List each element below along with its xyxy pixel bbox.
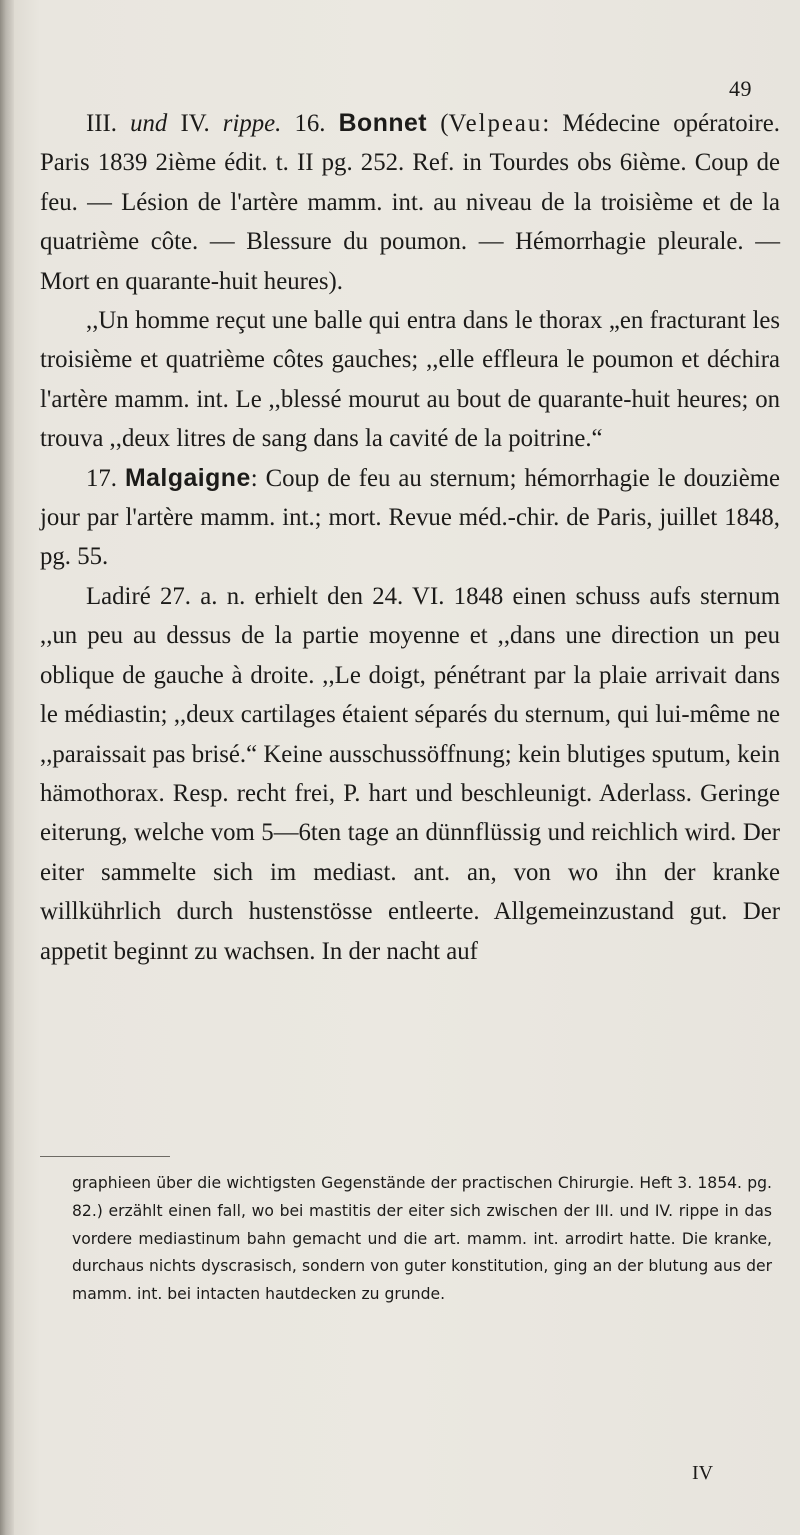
cited-author: Velpeau xyxy=(448,110,543,137)
paren-open: ( xyxy=(427,110,449,137)
paragraph-case-17 xyxy=(40,459,780,577)
rib-range: III. xyxy=(86,110,131,137)
rib-number: IV. xyxy=(167,110,223,137)
binding-gutter xyxy=(0,0,14,1535)
case-author-name: Malgaigne xyxy=(124,464,251,492)
signature-mark: IV xyxy=(692,1462,714,1484)
case-number: 17. xyxy=(86,464,125,492)
paragraph-quote: ,,Un homme reçut une balle qui entra dans le thorax „en fracturant les troisième et quatrième côtes gauches; ,,elle effleura le poumon et déchira l'artère mamm. int. Le ,,blessé mourut au bout de quarante-huit heures; on trouva ,,deux litres de sang dans la cavité de la poitrine.“ xyxy=(40,307,780,453)
conjunction: und xyxy=(130,110,168,137)
rib-word: rippe. xyxy=(222,110,282,137)
main-text xyxy=(40,104,780,971)
footnote-text: graphieen über die wichtigsten Gegenstände der practischen Chirurgie. Heft 3. 1854. pg. 82.) erzählt einen fall, wo bei mastitis der eiter sich zwischen der III. und IV. rippe in das vordere mediastinum bahn gemacht und die art. mamm. int. arrodirt hatte. Die kranke, durchaus nichts dyscrasisch, sondern von guter konstitution, ging an der blutung aus der mamm. int. bei intacten hautdecken zu grunde. xyxy=(72,1174,772,1304)
case-author-name: Bonnet xyxy=(338,110,428,137)
case-number: 16. xyxy=(281,110,339,137)
footnote xyxy=(72,1170,772,1309)
page-number: 49 xyxy=(729,76,752,101)
footnote-divider xyxy=(40,1156,170,1157)
case-text: : Médecine opératoire. Paris 1839 2ième édit. t. II pg. 252. Ref. in Tourdes obs 6ième. Coup de feu. — Lésion de l'artère mamm. int. au niveau de la troisième et de la quatrième côte. — Blessure du poumon. — Hémorrhagie pleurale. — Mort en quarante-huit heures). xyxy=(40,110,780,295)
case-text: : Coup de feu au sternum; hémorrhagie le douzième jour par l'artère mamm. int.; mort. Revue méd.-chir. de Paris, juillet 1848, pg. 55. xyxy=(40,464,780,571)
paragraph-ladire: Ladiré 27. a. n. erhielt den 24. VI. 1848 einen schuss aufs sternum ,,un peu au dessus de la partie moyenne et ,,dans une direction un peu oblique de gauche à droite. ,,Le doigt, pénétrant par la plaie arrivait dans le médiastin; ,,deux cartilages étaient séparés du sternum, qui lui-même ne ,,paraissait pas brisé.“ Keine ausschussöffnung; kein blutiges sputum, kein hämothorax. Resp. recht frei, P. hart und beschleunigt. Aderlass. Geringe eiterung, welche vom 5—6ten tage an dünnflüssig und reichlich wird. Der eiter sammelte sich im mediast. ant. an, von wo ihn der kranke willkührlich durch hustenstösse entleerte. Allgemeinzustand gut. Der appetit beginnt zu wachsen. In der nacht auf xyxy=(40,582,780,965)
paragraph-case-16 xyxy=(40,104,780,301)
